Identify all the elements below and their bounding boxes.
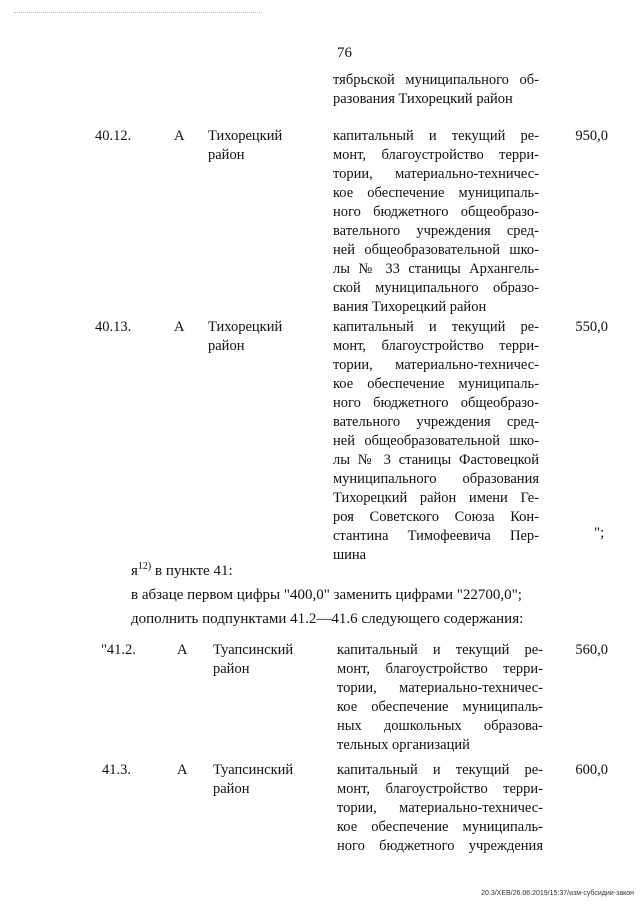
- desc-line: кое обеспечение муниципаль-: [333, 185, 539, 201]
- row-description: [333, 318, 539, 565]
- desc-line: тельных организаций: [337, 737, 470, 753]
- row-area: [208, 127, 308, 165]
- desc-line: монт, благоустройство терри-: [333, 338, 539, 354]
- row-area-line: Туапсинский: [213, 642, 294, 658]
- desc-line: капитальный и текущий ре-: [333, 128, 539, 144]
- row-number: "41.2.: [101, 642, 136, 658]
- row-category: А: [177, 642, 188, 658]
- desc-line: вания Тихорецкий район: [333, 299, 487, 315]
- desc-line: ней общеобразовательной шко-: [333, 242, 539, 258]
- desc-line: кое обеспечение муниципаль-: [337, 699, 543, 715]
- row-category: А: [174, 128, 185, 144]
- continuation-line: тябрьской муниципального об-: [333, 72, 539, 88]
- desc-line: монт, благоустройство терри-: [337, 781, 543, 797]
- row-area-line: Тихорецкий: [208, 128, 283, 144]
- desc-line: тории, материально-техничес-: [337, 680, 543, 696]
- row-area: [208, 318, 308, 356]
- row-number: 41.3.: [102, 762, 131, 778]
- desc-line: Тихорецкий район имени Ге-: [333, 490, 539, 506]
- row-area-line: район: [208, 147, 245, 163]
- row-area-line: Туапсинский: [213, 762, 294, 778]
- row-amount: 560,0: [575, 642, 608, 658]
- page-number: 76: [337, 45, 352, 61]
- desc-line: капитальный и текущий ре-: [333, 319, 539, 335]
- desc-line: ного бюджетного общеобразо-: [333, 204, 539, 220]
- top-dotted-line: [14, 12, 262, 13]
- closing-quote-mark: ";: [594, 525, 605, 541]
- desc-line: тории, материально-техничес-: [333, 357, 539, 373]
- desc-line: стантина Тимофеевича Пер-: [333, 528, 539, 544]
- continuation-text: [333, 71, 539, 109]
- row-description: [337, 761, 543, 856]
- desc-line: тории, материально-техничес-: [333, 166, 539, 182]
- row-category: А: [174, 319, 185, 335]
- item-prefix: я: [131, 563, 138, 579]
- row-category: А: [177, 762, 188, 778]
- item-superscript: 12): [137, 561, 152, 572]
- desc-line: тории, материально-техничес-: [337, 800, 543, 816]
- row-number: 40.13.: [95, 319, 132, 335]
- row-area: [213, 641, 313, 679]
- row-description: [333, 127, 539, 317]
- row-area-line: район: [213, 661, 250, 677]
- desc-line: роя Советского Союза Кон-: [333, 509, 539, 525]
- row-area-line: Тихорецкий: [208, 319, 283, 335]
- desc-line: ных дошкольных образова-: [337, 718, 543, 734]
- row-amount: 550,0: [575, 319, 608, 335]
- desc-line: монт, благоустройство терри-: [333, 147, 539, 163]
- row-area-line: район: [208, 338, 245, 354]
- desc-line: кое обеспечение муниципаль-: [333, 376, 539, 392]
- document-footer: 20.3/ХЕВ/26.06.2019/15:37/изм-субсидии-закон: [481, 890, 634, 897]
- desc-line: лы № 33 станицы Архангель-: [333, 261, 539, 277]
- desc-line: шина: [333, 547, 367, 563]
- continuation-line: разования Тихорецкий район: [333, 91, 513, 107]
- row-number: 40.12.: [95, 128, 132, 144]
- desc-line: ней общеобразовательной шко-: [333, 433, 539, 449]
- row-amount: 600,0: [575, 762, 608, 778]
- desc-line: ного бюджетного учреждения: [337, 838, 543, 854]
- paragraph-line: в абзаце первом цифры "400,0" заменить цифрами "22700,0";: [131, 587, 522, 603]
- row-area-line: район: [213, 781, 250, 797]
- desc-line: муниципального образования: [333, 471, 539, 487]
- paragraph-item: [131, 561, 233, 581]
- desc-line: лы № 3 станицы Фастовецкой: [333, 452, 539, 468]
- desc-line: кое обеспечение муниципаль-: [337, 819, 543, 835]
- row-amount: 950,0: [575, 128, 608, 144]
- desc-line: вательного учреждения сред-: [333, 223, 539, 239]
- row-area: [213, 761, 313, 799]
- desc-line: ской муниципального образо-: [333, 280, 539, 296]
- desc-line: ного бюджетного общеобразо-: [333, 395, 539, 411]
- desc-line: монт, благоустройство терри-: [337, 661, 543, 677]
- desc-line: капитальный и текущий ре-: [337, 642, 543, 658]
- item-text: в пункте 41:: [151, 563, 233, 579]
- row-description: [337, 641, 543, 755]
- desc-line: вательного учреждения сред-: [333, 414, 539, 430]
- paragraph-line: дополнить подпунктами 41.2—41.6 следующего содержания:: [131, 611, 524, 627]
- desc-line: капитальный и текущий ре-: [337, 762, 543, 778]
